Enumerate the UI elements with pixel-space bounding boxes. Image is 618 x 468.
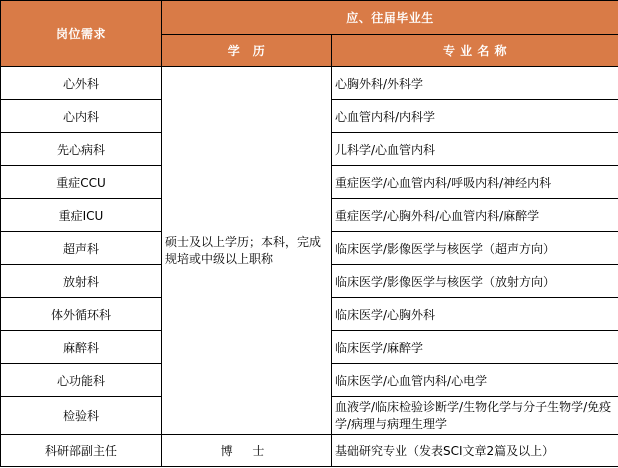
position-cell: 心内科 [1, 100, 162, 133]
education-cell-phd: 博 士 [162, 435, 332, 467]
position-cell: 重症CCU [1, 166, 162, 199]
table-row [1, 435, 618, 467]
position-cell: 心外科 [1, 67, 162, 100]
position-cell: 放射科 [1, 265, 162, 298]
major-cell: 临床医学/影像医学与核医学（放射方向） [332, 265, 618, 298]
position-cell: 先心病科 [1, 133, 162, 166]
header-position: 岗位需求 [1, 1, 162, 67]
position-cell: 超声科 [1, 232, 162, 265]
major-cell: 基础研究专业（发表SCI文章2篇及以上） [332, 435, 618, 467]
table-row [1, 67, 618, 100]
major-cell: 临床医学/麻醉学 [332, 331, 618, 364]
major-cell: 血液学/临床检验诊断学/生物化学与分子生物学/免疫学/病理与病理生理学 [332, 397, 618, 435]
major-cell: 心胸外科/外科学 [332, 67, 618, 100]
major-cell: 临床医学/心血管内科/心电学 [332, 364, 618, 397]
position-cell: 麻醉科 [1, 331, 162, 364]
major-cell: 儿科学/心血管内科 [332, 133, 618, 166]
major-cell: 重症医学/心胸外科/心血管内科/麻醉学 [332, 199, 618, 232]
header-education: 学 历 [162, 35, 332, 67]
education-cell: 硕士及以上学历；本科，完成规培或中级以上职称 [162, 67, 332, 435]
major-cell: 临床医学/影像医学与核医学（超声方向） [332, 232, 618, 265]
position-cell: 检验科 [1, 397, 162, 435]
major-cell: 临床医学/心胸外科 [332, 298, 618, 331]
header-major: 专 业 名 称 [332, 35, 618, 67]
major-cell: 心血管内科/内科学 [332, 100, 618, 133]
header-graduates: 应、往届毕业生 [162, 1, 618, 35]
position-cell: 重症ICU [1, 199, 162, 232]
position-cell: 心功能科 [1, 364, 162, 397]
position-cell: 体外循环科 [1, 298, 162, 331]
major-cell: 重症医学/心血管内科/呼吸内科/神经内科 [332, 166, 618, 199]
position-cell: 科研部副主任 [1, 435, 162, 467]
